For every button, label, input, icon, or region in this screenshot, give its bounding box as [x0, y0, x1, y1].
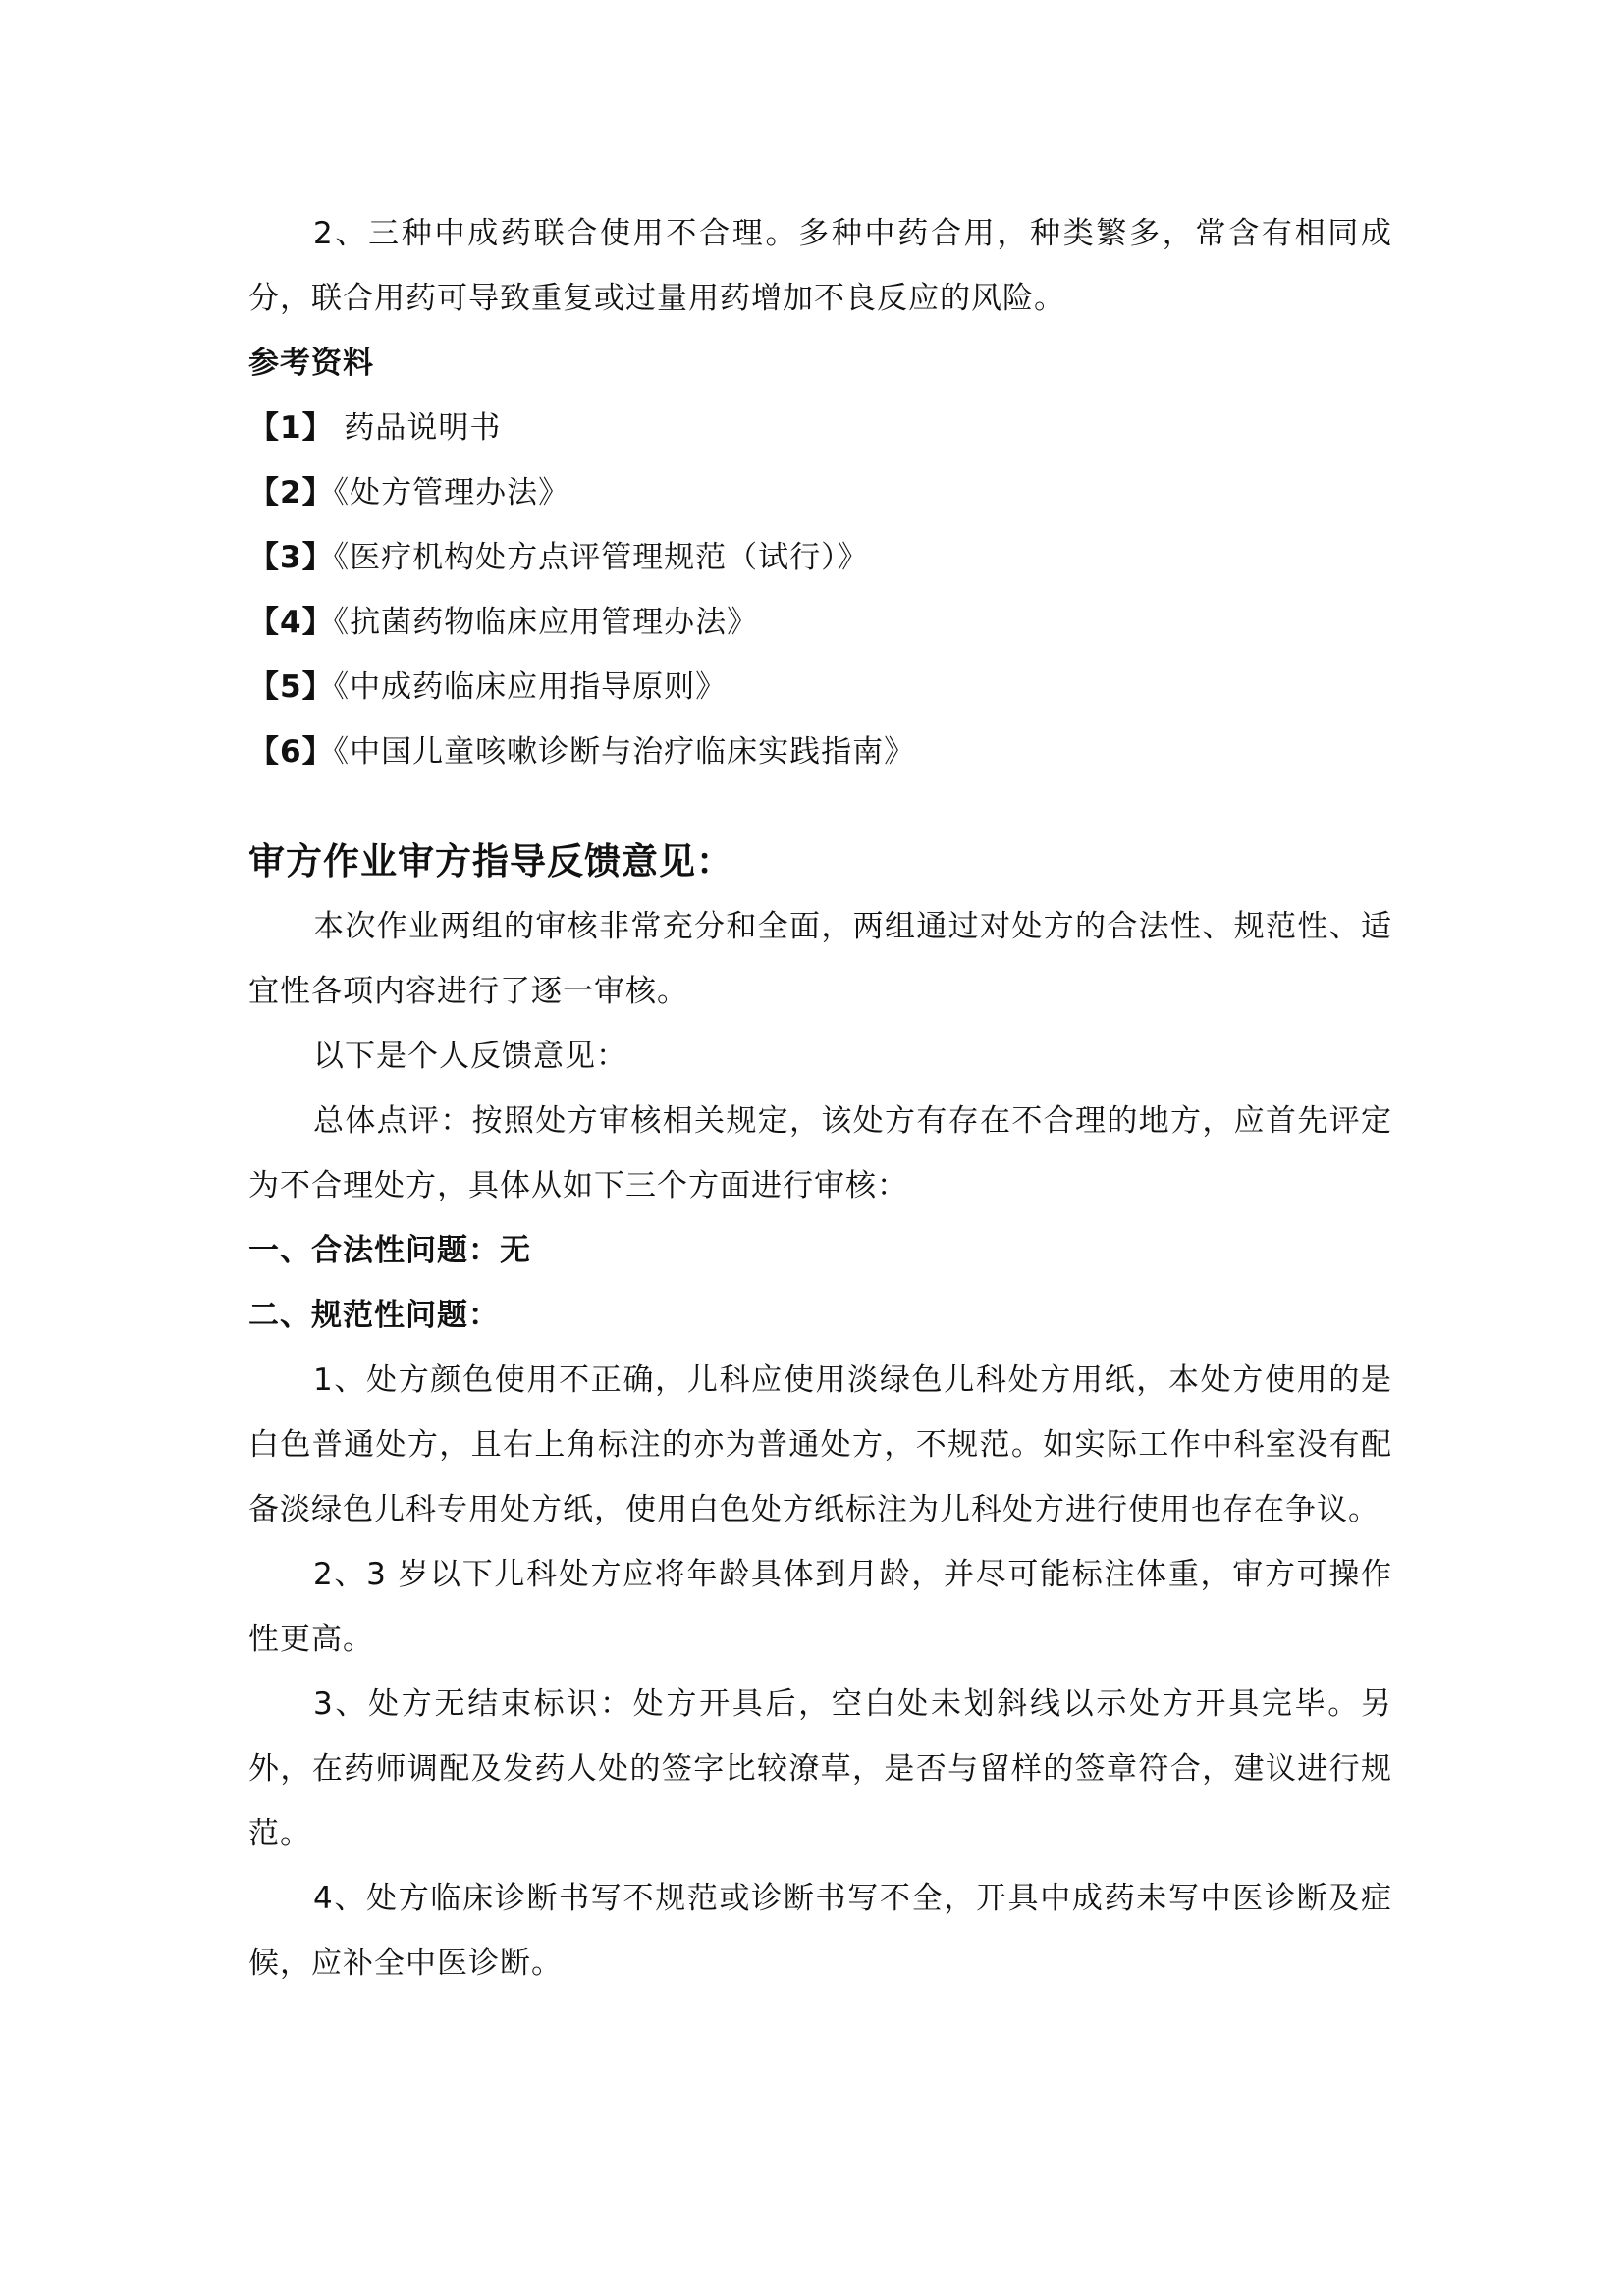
- reference-text: 《医疗机构处方点评管理规范（试行）》: [333, 540, 869, 575]
- feedback-item-2: 2、3 岁以下儿科处方应将年龄具体到月龄，并尽可能标注体重，审方可操作性更高。: [248, 1557, 1392, 1657]
- reference-text: 《中国儿童咳嗽诊断与治疗临床实践指南》: [333, 734, 916, 770]
- reference-item-2: [248, 460, 1392, 525]
- reference-item-6: [248, 720, 1392, 784]
- feedback-item-1: 1、处方颜色使用不正确，儿科应使用淡绿色儿科处方用纸，本处方使用的是白色普通处方，且右上角标注的亦为普通处方，不规范。如实际工作中科室没有配备淡绿色儿科专用处方纸，使用白色处方纸标注为儿科处方进行使用也存在争议。: [248, 1362, 1392, 1527]
- feedback-item-3: 3、处方无结束标识：处方开具后，空白处未划斜线以示处方开具完毕。另外，在药师调配及发药人处的签字比较潦草，是否与留样的签章符合，建议进行规范。: [248, 1686, 1392, 1851]
- reference-text: 《处方管理办法》: [333, 475, 570, 510]
- reference-number: 【3】: [248, 540, 334, 575]
- section-standardization: 二、规范性问题：: [248, 1298, 500, 1333]
- paragraph-combination-issue: 2、三种中成药联合使用不合理。多种中药合用，种类繁多，常含有相同成分，联合用药可导致重复或过量用药增加不良反应的风险。: [248, 216, 1392, 316]
- reference-number: 【6】: [248, 734, 334, 770]
- reference-number: 【4】: [248, 605, 334, 640]
- reference-text: 《中成药临床应用指导原则》: [333, 669, 728, 705]
- feedback-title: 审方作业审方指导反馈意见：: [248, 840, 733, 882]
- reference-text: 《抗菌药物临床应用管理办法》: [333, 605, 759, 640]
- reference-item-5: [248, 655, 1392, 720]
- section-legality: 一、合法性问题：无: [248, 1233, 531, 1268]
- feedback-personal: 以下是个人反馈意见：: [313, 1039, 627, 1074]
- feedback-overall: 总体点评：按照处方审核相关规定，该处方有存在不合理的地方，应首先评定为不合理处方，具体从如下三个方面进行审核：: [248, 1103, 1392, 1203]
- document-page: [248, 201, 1392, 1996]
- feedback-intro: 本次作业两组的审核非常充分和全面，两组通过对处方的合法性、规范性、适宜性各项内容进行了逐一审核。: [248, 909, 1392, 1009]
- reference-item-1: [248, 396, 1392, 460]
- reference-text: 药品说明书: [333, 410, 502, 446]
- reference-item-3: [248, 525, 1392, 590]
- reference-number: 【1】: [248, 410, 334, 446]
- reference-number: 【5】: [248, 669, 334, 705]
- references-heading: 参考资料: [248, 346, 374, 381]
- reference-number: 【2】: [248, 475, 334, 510]
- feedback-item-4: 4、处方临床诊断书写不规范或诊断书写不全，开具中成药未写中医诊断及症候，应补全中医诊断。: [248, 1881, 1392, 1981]
- reference-item-4: [248, 590, 1392, 655]
